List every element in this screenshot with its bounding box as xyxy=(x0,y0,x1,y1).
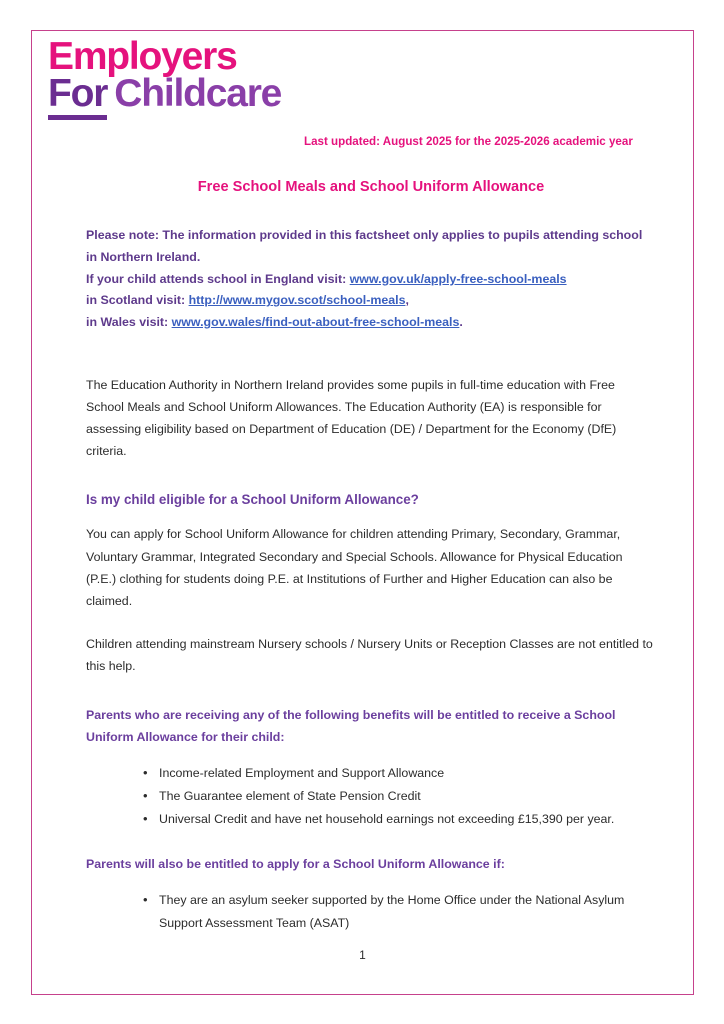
note-line-1: Please note: The information provided in this factsheet only applies to pupils attending school in Northern Ireland. xyxy=(86,228,643,264)
spacer xyxy=(86,352,656,374)
list-item: • Income-related Employment and Support Allowance xyxy=(86,762,656,784)
section-heading-eligibility: Is my child eligible for a School Uniform Allowance? xyxy=(86,492,419,508)
logo-line-employers: Employers xyxy=(48,35,237,78)
list-item: • The Guarantee element of State Pension Credit xyxy=(86,785,656,807)
benefits-lead-text: Parents who are receiving any of the following benefits will be entitled to receive a School Uniform Allowance for their child: xyxy=(86,707,616,745)
spacer xyxy=(86,622,656,633)
employers-for-childcare-logo xyxy=(48,35,282,120)
last-updated-line: Last updated: August 2025 for the 2025-2026 academic year xyxy=(304,135,633,148)
page-number: 1 xyxy=(359,948,366,962)
note-line-4-suffix: . xyxy=(459,315,463,330)
please-note-block xyxy=(86,225,656,334)
also-entitled-bullet-list xyxy=(86,889,656,933)
page-title: Free School Meals and School Uniform Allowance xyxy=(197,178,545,195)
note-line-2-prefix: If your child attends school in England visit: xyxy=(86,271,350,286)
document-body xyxy=(86,134,656,935)
link-wales-free-school-meals[interactable]: www.gov.wales/find-out-about-free-school-meals xyxy=(171,315,460,330)
eligibility-paragraph-2: Children attending mainstream Nursery schools / Nursery Units or Reception Classes are not entitled to this help. xyxy=(86,636,653,673)
logo-word-for: For xyxy=(48,74,107,120)
note-line-3-prefix: in Scotland visit: xyxy=(86,293,189,308)
note-line-3-suffix: , xyxy=(405,293,409,308)
list-item: • They are an asylum seeker supported by the Home Office under the National Asylum Support Assessment Team (ASAT) xyxy=(86,889,656,933)
benefits-bullet-list xyxy=(86,762,656,830)
link-england-free-school-meals[interactable]: www.gov.uk/apply-free-school-meals xyxy=(349,271,567,286)
spacer xyxy=(86,687,656,704)
logo-word-childcare: Childcare xyxy=(114,72,282,116)
also-entitled-lead-text: Parents will also be entitled to apply for a School Uniform Allowance if: xyxy=(86,857,505,872)
page-content xyxy=(31,30,694,995)
list-item: • Universal Credit and have net household earnings not exceeding £15,390 per year. xyxy=(86,808,656,830)
link-scotland-school-meals[interactable]: http://www.mygov.scot/school-meals xyxy=(188,293,406,308)
intro-paragraph: The Education Authority in Northern Ireland provides some pupils in full-time education with Free School Meals and School Uniform Allowances. The Education Authority (EA) is responsible for assessing eligibility based on Department of Education (DE) / Department for the Economy (DfE) criteria. xyxy=(86,377,617,458)
spacer xyxy=(86,472,656,489)
eligibility-paragraph-1: You can apply for School Uniform Allowance for children attending Primary, Secondary, Grammar, Voluntary Grammar, Integrated Secondary and Special Schools. Allowance for Physical Education (P.E.) clothing for students doing P.E. at Institutions of Further and Higher Education can also be claimed. xyxy=(86,527,623,608)
spacer xyxy=(86,831,656,853)
note-line-4-prefix: in Wales visit: xyxy=(86,315,172,330)
logo-line-for-childcare xyxy=(48,74,281,120)
